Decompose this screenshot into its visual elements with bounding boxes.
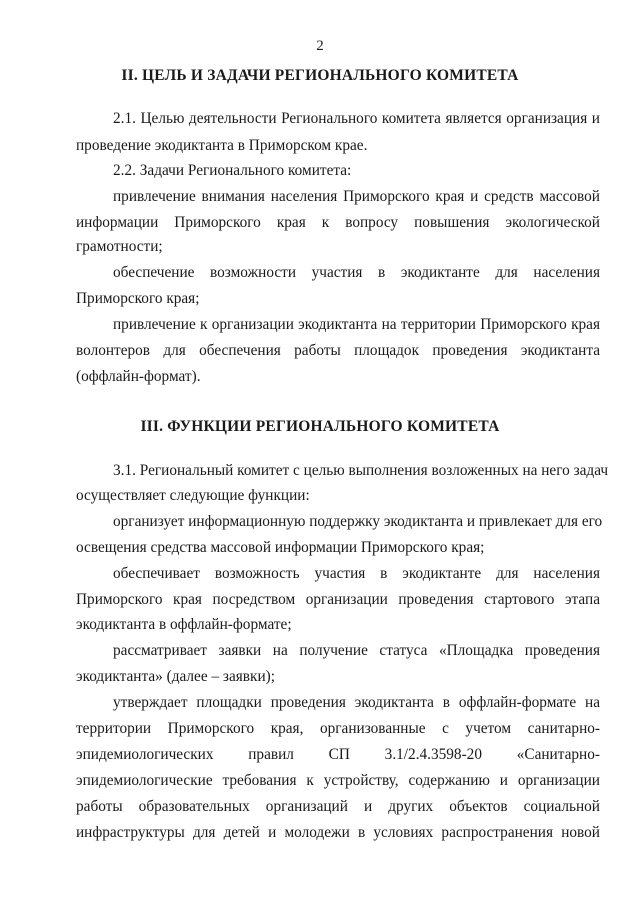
paragraph-line: осуществляет следующие функции:	[76, 487, 310, 504]
section-3-heading: III. ФУНКЦИИ РЕГИОНАЛЬНОГО КОМИТЕТА	[140, 418, 500, 435]
paragraph-line: рассматривает заявки на получение статуса «Площадка проведения	[113, 642, 600, 659]
section-2-heading: II. ЦЕЛЬ И ЗАДАЧИ РЕГИОНАЛЬНОГО КОМИТЕТА	[121, 67, 519, 84]
paragraph-line: эпидемиологических правил СП 3.1/2.4.3598-20 «Санитарно-	[76, 746, 600, 763]
page-number: 2	[316, 38, 324, 54]
paragraph-line: освещения средства массовой информации Приморского края;	[76, 539, 485, 556]
paragraph-line: Приморского края;	[76, 290, 200, 307]
paragraph-line: привлечение внимания населения Приморского края и средств массовой	[113, 188, 600, 205]
paragraph-line: экодиктанта» (далее – заявки);	[76, 668, 275, 685]
paragraph-line: 2.1. Целью деятельности Регионального комитета является организация и	[113, 110, 600, 127]
paragraph-line: территории Приморского края, организованные с учетом санитарно-	[76, 720, 600, 737]
paragraph-line: эпидемиологические требования к устройству, содержанию и организации	[76, 772, 600, 789]
paragraph-line: привлечение к организации экодиктанта на территории Приморского края	[113, 316, 600, 333]
paragraph-line: Приморского края посредством организации проведения стартового этапа	[76, 591, 600, 608]
paragraph-line: грамотности;	[76, 238, 163, 255]
paragraph-line: (оффлайн-формат).	[76, 368, 201, 385]
paragraph-line: утверждает площадки проведения экодиктанта в оффлайн-формате на	[113, 694, 600, 711]
paragraph-line: 2.2. Задачи Регионального комитета:	[113, 162, 352, 179]
paragraph-line: экодиктанта в оффлайн-формате;	[76, 616, 292, 633]
paragraph-line: обеспечивает возможность участия в экодиктанте для населения	[113, 565, 600, 582]
paragraph-line: инфраструктуры для детей и молодежи в условиях распространения новой	[76, 824, 600, 841]
paragraph-line: обеспечение возможности участия в экодиктанте для населения	[113, 264, 600, 281]
paragraph-line: информации Приморского края к вопросу повышения экологической	[76, 214, 600, 231]
paragraph-line: проведение экодиктанта в Приморском крае.	[76, 137, 368, 154]
paragraph-line: волонтеров для обеспечения работы площадок проведения экодиктанта	[76, 342, 600, 359]
paragraph-line: организует информационную поддержку экодиктанта и привлекает для его	[113, 513, 603, 530]
paragraph-line: работы образовательных организаций и других объектов социальной	[76, 798, 600, 815]
paragraph-line: 3.1. Региональный комитет с целью выполнения возложенных на него задач	[113, 462, 609, 479]
